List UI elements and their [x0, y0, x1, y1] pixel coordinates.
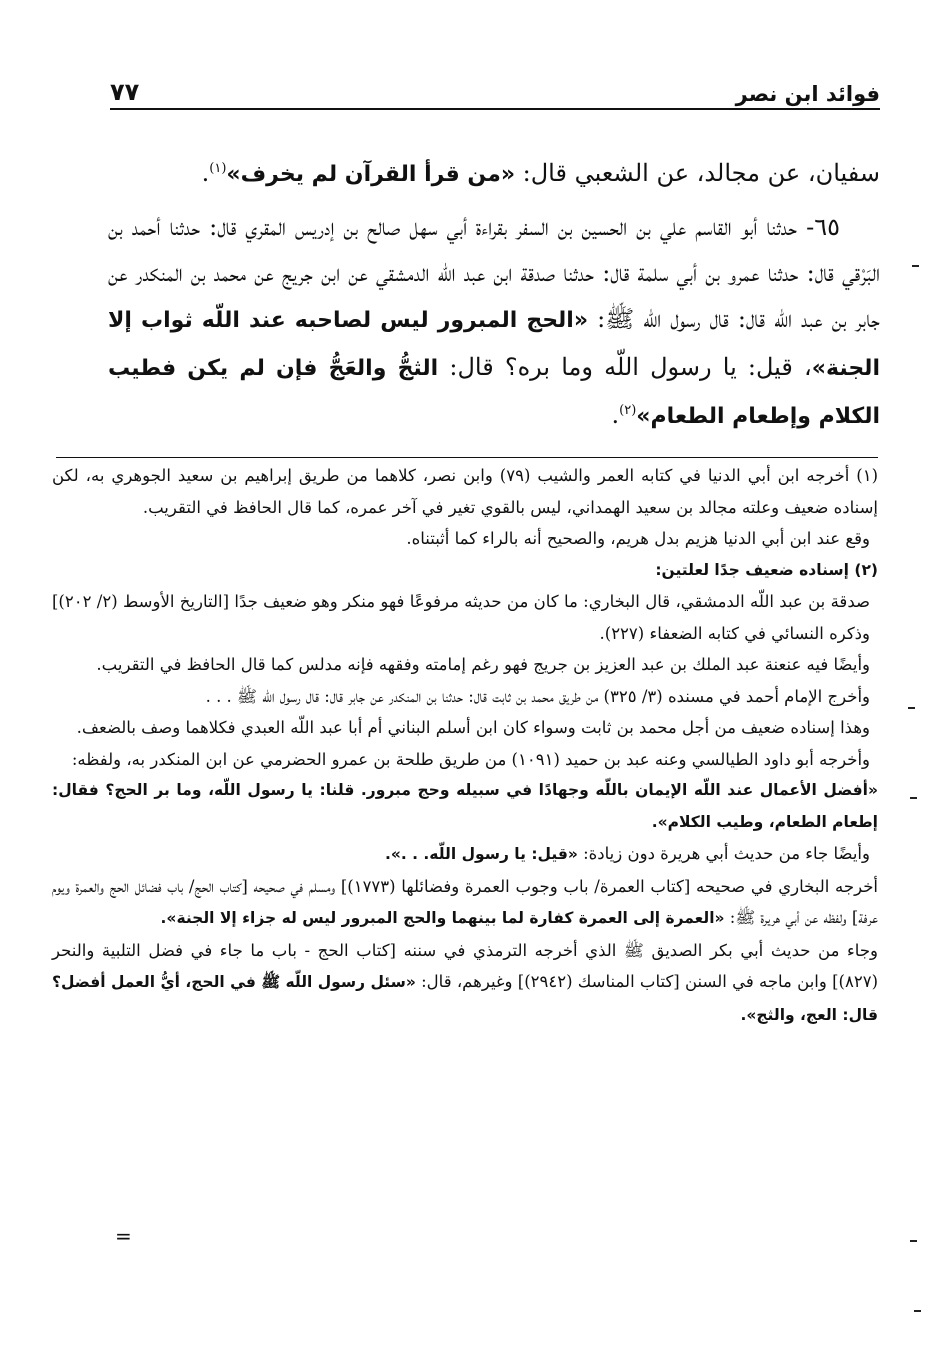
- footnote-2-para-7: [52, 838, 878, 871]
- footnote-2-para-8-quote: «العمرة إلى العمرة كفارة لما بينهما والحج المبرور ليس له جزاء إلا الجنة».: [160, 909, 725, 927]
- footnote-2-para-1: صدقة بن عبد اللّه الدمشقي، قال البخاري: ما كان من حديثه مرفوعًا فهو منكر وهو ضعيف جدًا [التاريخ الأوسط (٢/ ٢٠٢)] وذكره النسائي في كتابه الضعفاء (٢٢٧).: [52, 592, 870, 643]
- page-header: [110, 66, 880, 106]
- footnote-2-para-9-text: وجاء من حديث أبي بكر الصديق ﷺ الذي أخرجه الترمذي في سننه [كتاب الحج - باب ما جاء في فضل التلبية والنحر (٨٢٧)] وابن ماجه في السنن [كتاب المناسك (٢٩٤٢)] وغيرهم، قال:: [52, 940, 878, 991]
- continuation-text: سفيان، عن مجالد، عن الشعبي قال:: [515, 159, 880, 187]
- footnote-ref-2: (٢): [619, 403, 637, 418]
- hadith-end: .: [611, 401, 620, 429]
- footnote-2-para-2: وأيضًا فيه عنعنة عبد الملك بن عبد العزيز بن جريج فهو رغم إمامته وفقهه فإنه مدلس كما قال الحافظ في التقريب.: [96, 655, 870, 674]
- footnote-2-para-3: وأخرج الإمام أحمد في مسنده (٣/ ٣٢٥) من طريق محمد بن ثابت قال: حدثنا بن المنكدر عن جابر قال: قال رسول اللّه ﷺ . . .: [205, 686, 870, 706]
- main-text: [108, 150, 880, 440]
- footnote-1: (١) أخرجه ابن أبي الدنيا في كتابه العمر والشيب (٧٩) وابن نصر، كلاهما من طريق إبراهيم بن سعيد الجوهري به، لكن إسناده ضعيف وعلته مجالد بن سعيد الهمداني، ليس بالقوي تغير في آخر عمره، كما قال الحافظ في التقريب.: [52, 466, 879, 517]
- footnote-2-para-7-quote: «قيل: يا رسول اللّه. . .».: [384, 845, 578, 863]
- margin-mark: [910, 797, 917, 799]
- footnote-separator: [56, 457, 878, 458]
- margin-mark: [908, 707, 915, 709]
- page-number: ٧٧: [110, 78, 140, 106]
- margin-mark: [910, 1240, 917, 1242]
- footnote-1-note: وقع عند ابن أبي الدنيا هزيم بدل هريم، والصحيح أنه بالراء كما أثبتناه.: [406, 529, 870, 548]
- footnote-2-heading: (٢) إسناده ضعيف جدًا لعلتين:: [655, 560, 878, 579]
- margin-mark: [914, 1310, 921, 1312]
- continued-mark: =: [115, 1224, 132, 1248]
- footnote-2-para-8: [52, 871, 878, 935]
- continuation-end: .: [201, 159, 210, 187]
- footnote-2-para-9-quote: «سئل رسول اللّه ﷺ في الحج، أيُّ العمل أفضل؟ قال: العج، والثج».: [51, 973, 878, 1024]
- footnotes: [52, 460, 878, 1031]
- running-title: فوائد ابن نصر: [735, 82, 880, 106]
- hadith-isnad: ٦٥- حدثنا أبو القاسم علي بن الحسين بن السفر بقراءة أبي سهل صالح بن إدريس المقري قال: حدثنا أحمد بن البَرْقي قال: حدثنا عمرو بن أبي سلمة قال: حدثنا صدقة ابن عبد اللّه الدمشقي عن ابن جريج عن محمد بن المنكدر عن جابر بن عبد اللّه قال: قال رسول اللّه ﷺ:: [108, 213, 880, 333]
- continuation-quote: «من قرأ القرآن لم يخرف»: [226, 162, 516, 187]
- footnote-ref-1: (١): [209, 161, 227, 176]
- continuation-paragraph: [108, 150, 880, 198]
- footnote-2-para-4: وهذا إسناده ضعيف من أجل محمد بن ثابت وسواء كان ابن أسلم البناني أم أبا عبد اللّه العبدي فكلاهما وصف بالضعف.: [76, 718, 870, 737]
- hadith-quote-2: الثجُّ والعَجُّ فإن لم يكن فطيب الكلام وإطعام الطعام»: [108, 356, 880, 429]
- footnote-2-para-9: [52, 935, 878, 1032]
- margin-mark: [912, 265, 919, 267]
- header-rule: [110, 108, 880, 110]
- footnote-2-para-7-text: وأيضًا جاء من حديث أبي هريرة دون زيادة:: [577, 844, 870, 863]
- footnote-2-para-8-text: أخرجه البخاري في صحيحه [كتاب العمرة/ باب وجوب العمرة وفضائلها (١٧٧٣)] ومسلم في صحيحه [كتاب الحج/ باب فضائل الحج والعمرة ويوم عرفة] ولفظه عن أبي هريرة ﷺ:: [52, 876, 878, 927]
- footnote-2-para-5: وأخرجه أبو داود الطيالسي وعنه عبد بن حميد (١٠٩١) من طريق طلحة بن عمرو الحضرمي عن ابن المنكدر به، ولفظه:: [71, 749, 870, 769]
- hadith-quote-1: «الحج المبرور ليس لصاحبه عند اللّه ثواب إلا الجنة»: [108, 308, 880, 381]
- hadith-65-paragraph: [108, 204, 880, 440]
- footnote-2-quote: «أفضل الأعمال عند اللّه الإيمان باللّه وجهادًا في سبيله وحج مبرور. قلنا: يا رسول اللّه، وما بر الحج؟ فقال: إطعام الطعام، وطيب الكلام».: [52, 781, 878, 831]
- hadith-mid: ، قيل: يا رسول اللّه وما بره؟ قال:: [438, 353, 812, 381]
